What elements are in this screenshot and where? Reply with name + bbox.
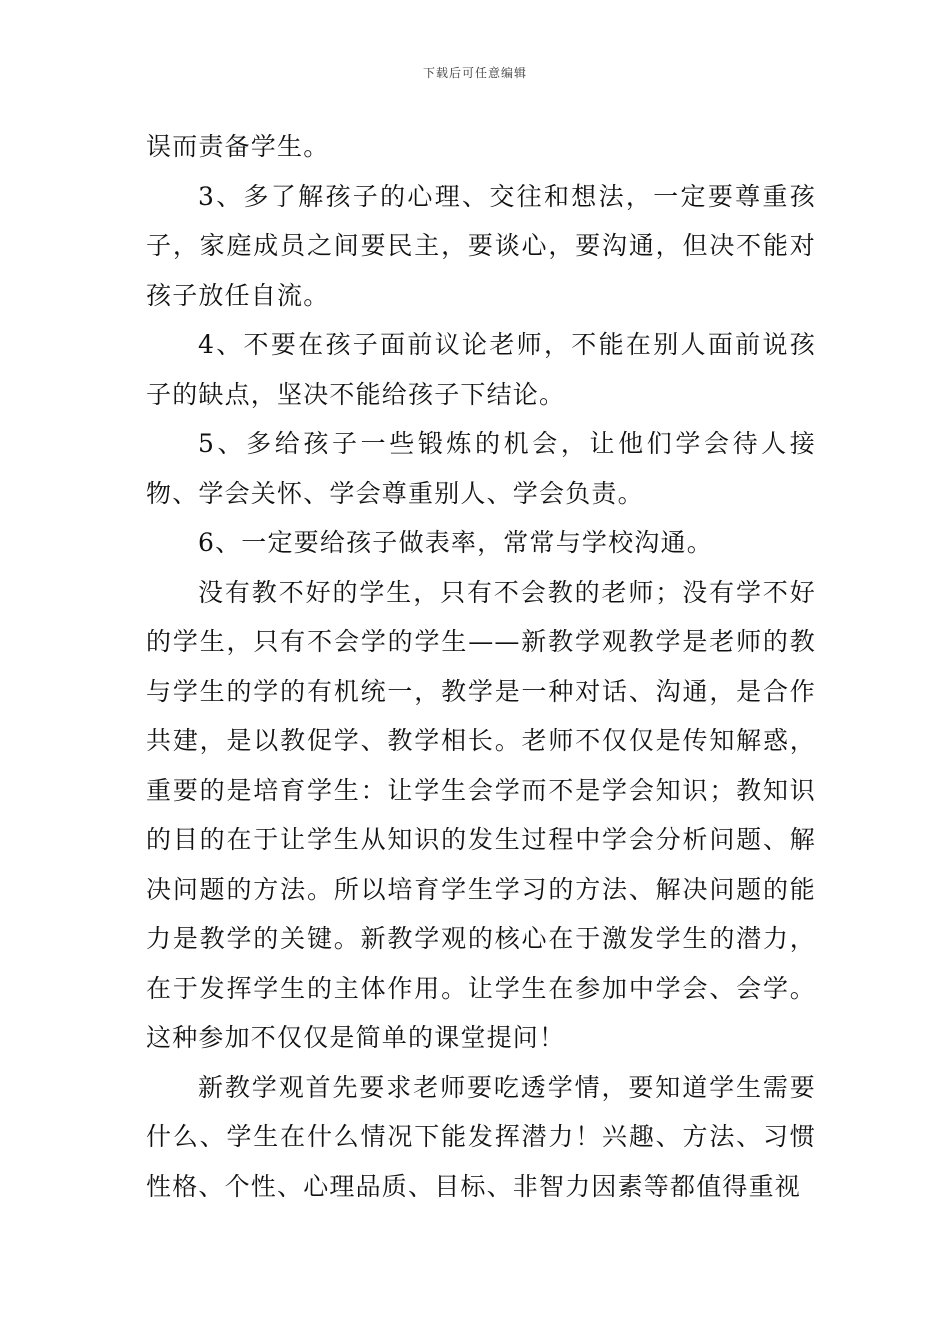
paragraph-item-5: 5、多给孩子一些锻炼的机会，让他们学会待人接物、学会关怀、学会尊重别人、学会负责。 xyxy=(146,429,816,508)
paragraph-continuation: 误而责备学生。 xyxy=(146,132,330,161)
paragraph-new-teaching-requirements: 新教学观首先要求老师要吃透学情，要知道学生需要什么、学生在什么情况下能发挥潜力！兴趣、方法、习惯性格、个性、心理品质、目标、非智力因素等都值得重视 xyxy=(146,1072,816,1201)
page-header: 下载后可任意编辑 xyxy=(422,66,527,80)
document-body xyxy=(146,122,816,1211)
paragraph-item-3: 3、多了解孩子的心理、交往和想法，一定要尊重孩子，家庭成员之间要民主，要谈心，要沟通，但决不能对孩子放任自流。 xyxy=(146,181,816,310)
paragraph-teaching-view: 没有教不好的学生，只有不会教的老师；没有学不好的学生，只有不会学的学生——新教学观教学是老师的教与学生的学的有机统一，教学是一种对话、沟通，是合作共建，是以教促学、教学相长。老师不仅仅是传知解惑，重要的是培育学生：让学生会学而不是学会知识；教知识的目的在于让学生从知识的发生过程中学会分析问题、解决问题的方法。所以培育学生学习的方法、解决问题的能力是教学的关键。新教学观的核心在于激发学生的潜力，在于发挥学生的主体作用。让学生在参加中学会、会学。这种参加不仅仅是简单的课堂提问！ xyxy=(146,577,816,1052)
paragraph-item-6: 6、一定要给孩子做表率，常常与学校沟通。 xyxy=(198,528,713,557)
paragraph-item-4: 4、不要在孩子面前议论老师，不能在别人面前说孩子的缺点，坚决不能给孩子下结论。 xyxy=(146,330,816,409)
